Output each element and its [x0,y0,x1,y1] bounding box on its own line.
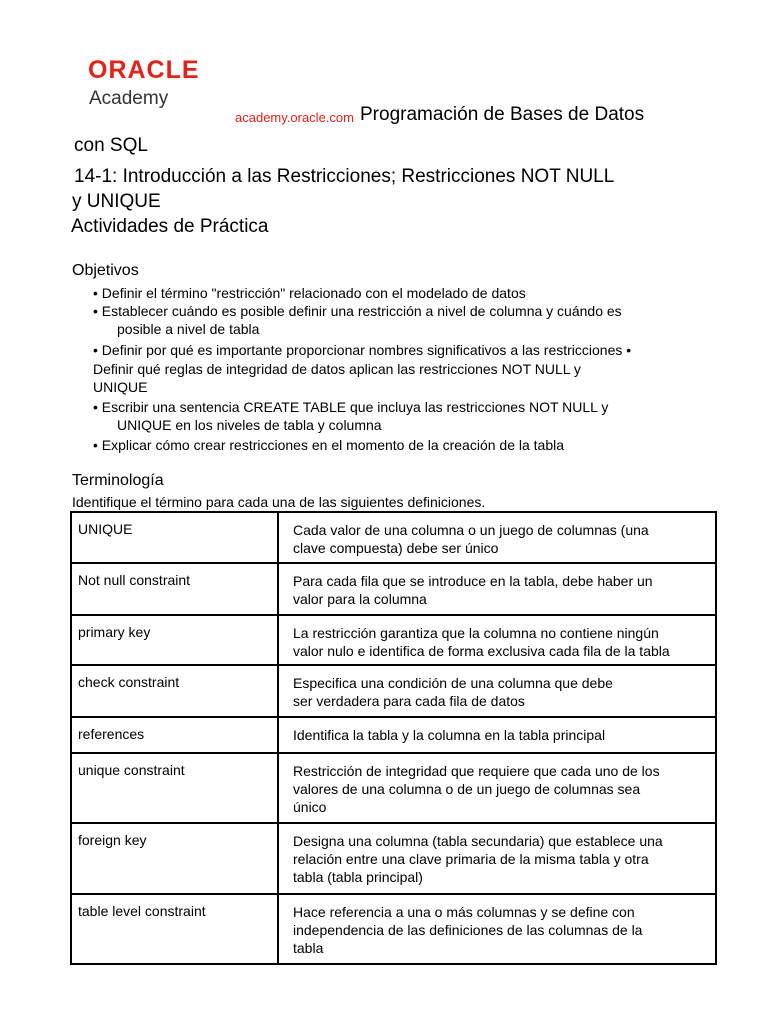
definition-cell: Hace referencia a una o más columnas y se define con independencia de las definiciones de las columnas de la tabla [278,894,716,964]
activities-title: Actividades de Práctica [71,216,269,237]
definition-cell: Para cada fila que se introduce en la tabla, debe haber un valor para la columna [278,563,716,615]
doc-title-line-2: con SQL [74,135,148,156]
definition-cell: Identifica la tabla y la columna en la tabla principal [278,717,716,753]
table-row [71,753,716,823]
definition-cell: Cada valor de una columna o un juego de columnas (una clave compuesta) debe ser único [278,512,716,563]
term-cell: check constraint [71,665,278,717]
terminology-heading: Terminología [72,472,164,489]
definition-cell: Designa una columna (tabla secundaria) que establece una relación entre una clave primaria de la misma tabla y otra tabla (tabla principal) [278,823,716,894]
table-row [71,717,716,753]
definition-cell: Especifica una condición de una columna que debe ser verdadera para cada fila de datos [278,665,716,717]
objective-line: UNIQUE [93,379,148,395]
term-cell: references [71,717,278,753]
terminology-table [70,511,717,965]
objective-line: • Establecer cuándo es posible definir una restricción a nivel de columna y cuándo es [93,303,622,319]
term-cell: foreign key [71,823,278,894]
objectives-heading: Objetivos [72,262,139,279]
definition-cell: La restricción garantiza que la columna no contiene ningún valor nulo e identifica de forma exclusiva cada fila de la tabla [278,615,716,665]
terminology-instructions: Identifique el término para cada una de las siguientes definiciones. [72,494,486,510]
table-row [71,615,716,665]
table-row [71,894,716,964]
term-cell: UNIQUE [71,512,278,563]
objective-line: Definir qué reglas de integridad de datos aplican las restricciones NOT NULL y [93,361,581,377]
table-row [71,512,716,563]
oracle-logo: ORACLE [88,56,200,84]
objective-line: • Definir el término "restricción" relacionado con el modelado de datos [93,285,526,301]
term-cell: primary key [71,615,278,665]
lesson-title-line-1: 14-1: Introducción a las Restricciones; Restricciones NOT NULL [74,166,615,187]
term-cell: table level constraint [71,894,278,964]
term-cell: unique constraint [71,753,278,823]
definition-cell: Restricción de integridad que requiere que cada uno de los valores de una columna o de un juego de columnas sea único [278,753,716,823]
table-row [71,665,716,717]
doc-title-line-1: Programación de Bases de Datos [360,104,645,125]
objective-line: • Explicar cómo crear restricciones en el momento de la creación de la tabla [93,437,565,453]
objective-line: posible a nivel de tabla [117,321,260,337]
academy-link[interactable]: academy.oracle.com [235,110,354,125]
objective-line: UNIQUE en los niveles de tabla y columna [117,417,382,433]
lesson-title-line-2: y UNIQUE [72,191,161,212]
objective-line: • Escribir una sentencia CREATE TABLE que incluya las restricciones NOT NULL y [93,399,609,415]
term-cell: Not null constraint [71,563,278,615]
objective-line: • Definir por qué es importante proporcionar nombres significativos a las restricciones • [93,342,632,358]
table-row [71,823,716,894]
academy-logo-text: Academy [89,88,169,109]
table-row [71,563,716,615]
